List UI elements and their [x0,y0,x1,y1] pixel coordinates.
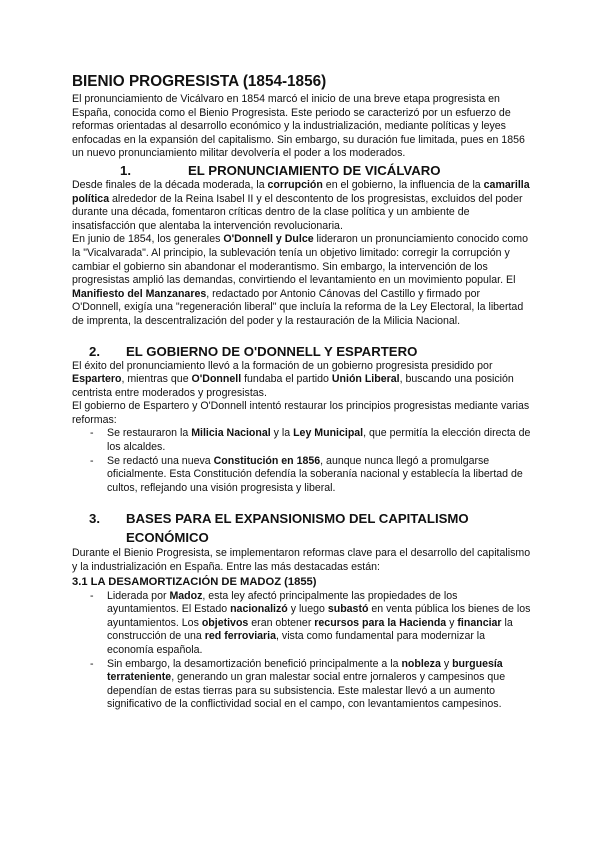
desamortizacion-list [72,590,532,712]
spacer [72,329,532,343]
section-title: BASES PARA EL EXPANSIONISMO DEL CAPITALISMO ECONÓMICO [126,511,469,546]
list-item: - Se redactó una nueva Constitución en 1856, aunque nunca llegó a promulgarse oficialmente. Esta Constitución defendía la soberanía nacional y establecía la libertad de cultos, reflejando una visión progresista y liberal. [90,454,523,494]
section-2-heading [72,343,532,360]
subsection-3-1-heading: 3.1 LA DESAMORTIZACIÓN DE MADOZ (1855) [72,575,317,588]
intro-paragraph: El pronunciamiento de Vicálvaro en 1854 marcó el inicio de una breve etapa progresista en España, conocida como el Bienio Progresista. Este periodo se caracterizó por un esfuerzo de reformas orientadas al desarrollo económico y la industrialización, mediante políticas y leyes enfocadas en la expansión del capitalismo. Sin embargo, su duración fue limitada, pues en 1856 un nuevo pronunciamiento militar devolvería el poder a los moderados. [72,93,525,160]
section-2-paragraph-1: El éxito del pronunciamiento llevó a la formación de un gobierno progresista presidido por Espartero, mientras que O'Donnell fundaba el partido Unión Liberal, buscando una posición centrista entre moderados y progresistas. [72,359,514,399]
reform-list [72,427,532,495]
list-dash: - [90,427,94,440]
section-1-paragraph-2: En junio de 1854, los generales O'Donnell y Dulce lideraron un pronunciamiento conocido como la "Vicalvarada". Al principio, la sublevación tenía un objetivo limitado: corregir la corrupción y cambiar el gobierno sin abandonar el moderantismo. Sin embargo, la intervención de los progresistas amplió las demandas, convirtiendo el levantamiento en un movimiento popular. El Manifiesto del Manzanares, redactado por Antonio Cánovas del Castillo y firmado por O'Donnell, exigía una "regeneración liberal" que incluía la reforma de la Ley Electoral, la libertad de imprenta, la descentralización del poder y la restauración de la Milicia Nacional. [72,233,528,327]
section-2-paragraph-2: El gobierno de Espartero y O'Donnell intentó restaurar los principios progresistas mediante varias reformas: [72,400,530,426]
document-body [72,72,532,712]
list-dash: - [90,657,94,670]
section-title: EL GOBIERNO DE O'DONNELL Y ESPARTERO [126,343,418,359]
section-number: 3. [89,511,100,527]
section-number: 1. [120,162,131,178]
section-1-heading [72,162,532,179]
list-item: - Liderada por Madoz, esta ley afectó principalmente las propiedades de los ayuntamientos. El Estado nacionalizó y luego subastó en venta pública los bienes de los ayuntamientos. Los objetivos eran obtener recursos para la Hacienda y financiar la construcción de una red ferroviaria, vista como fundamental para modernizar la economía española. [90,589,531,656]
document-title: BIENIO PROGRESISTA (1854-1856) [72,73,327,90]
list-item: - Sin embargo, la desamortización benefició principalmente a la nobleza y burguesía terrateniente, generando un gran malestar social entre jornaleros y campesinos que dependían de estas tierras para su subsistencia. Este malestar llevó a un aumento significativo de la conflictividad social en el campo, con levantamientos campesinos. [90,657,506,711]
section-3-paragraph-1: Durante el Bienio Progresista, se implementaron reformas clave para el desarrollo del capitalismo y la industrialización en España. Entre las más destacadas están: [72,547,531,574]
section-number: 2. [89,343,100,359]
list-dash: - [90,589,94,602]
list-dash: - [90,454,94,467]
section-3-heading [72,509,532,547]
spacer [72,495,532,509]
section-title: EL PRONUNCIAMIENTO DE VICÁLVARO [188,162,441,178]
section-1-paragraph-1: Desde finales de la década moderada, la corrupción en el gobierno, la influencia de la camarilla política alrededor de la Reina Isabel II y el descontento de los progresistas, excluidos del poder durante una década, fomentaron críticas dentro de la clase política y un ambiente de insatisfacción que alentaba la intervención revolucionaria. [72,178,530,232]
list-item: - Se restauraron la Milicia Nacional y la Ley Municipal, que permitía la elección directa de los alcaldes. [90,427,531,454]
